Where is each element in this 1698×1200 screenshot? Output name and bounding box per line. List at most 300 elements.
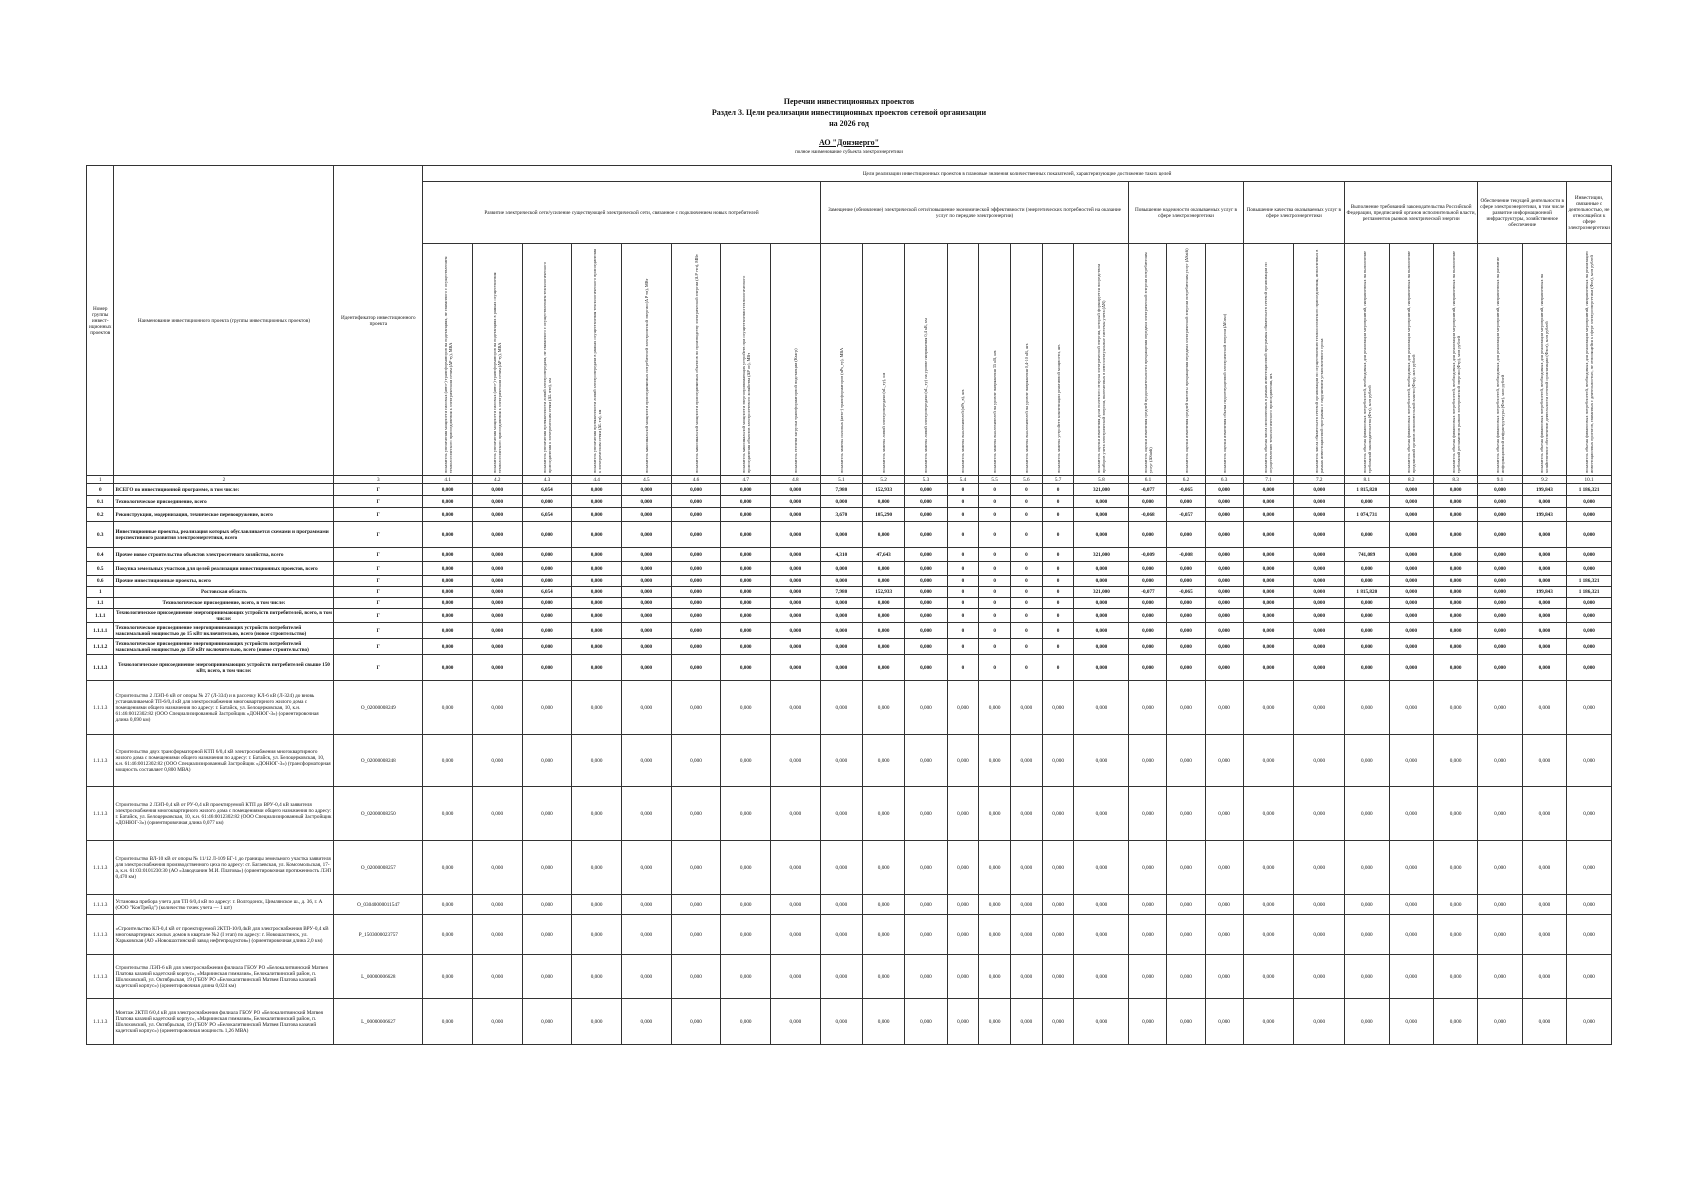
row-value: 0,000 <box>905 681 947 735</box>
row-value: 199,843 <box>1522 508 1566 522</box>
header-project-name: Наименование инвестиционного проекта (группы инвестиционных проектов) <box>114 166 334 476</box>
indicator-label: показатель замены выключателей на уровне напряжения 35 кВ, шт. <box>992 349 998 473</box>
row-value: 0,000 <box>572 655 622 681</box>
row-value: 0,000 <box>1522 548 1566 562</box>
row-value: 0,000 <box>1567 508 1612 522</box>
row-value: 0,000 <box>1205 623 1243 639</box>
row-value: 0,000 <box>947 841 979 895</box>
column-index: 5.7 <box>1042 476 1074 484</box>
table-row <box>87 522 1612 548</box>
row-value: 0,000 <box>1478 681 1522 735</box>
row-project-id: Г <box>334 522 423 548</box>
row-value: 0 <box>1011 522 1043 548</box>
row-value: 0,000 <box>863 915 905 955</box>
row-value: 7,980 <box>820 484 862 496</box>
row-value: 0,000 <box>1129 735 1167 787</box>
row-value: 0 <box>947 484 979 496</box>
row-value: 0,000 <box>820 681 862 735</box>
row-value: 0,000 <box>1243 522 1294 548</box>
row-project-name: Технологическое присоединение энергопринимающих устройств потребителей свыше 150 кВт, всего, в том числе: <box>114 655 334 681</box>
table-row <box>87 681 1612 735</box>
row-project-name: Строительство 2 ЛЭП-0,4 кВ от РУ-0,4 кВ проектируемой КТП до ВРУ-0,4 кВ заявителя электроснабжения многоквартирного жилого дома с помещениями общего назначения по адресу: г. Батайск, ул. Белоцерковская, 10, к.н. 61:46:0012302:82 (ООО Специализированный Застройщик «ДОНЮГ-3») (ориентировочная длина 0,077 км) <box>114 787 334 841</box>
row-value: 0,000 <box>905 999 947 1045</box>
row-value: 0,000 <box>423 576 473 587</box>
row-value: 0,000 <box>820 999 862 1045</box>
row-project-id: O_02000008249 <box>334 681 423 735</box>
row-value: 0,000 <box>721 576 771 587</box>
row-value: 0,000 <box>522 562 572 576</box>
indicator-label: показатель замены линий электропередачи (nL_ту), км <box>881 372 887 473</box>
row-value: 0,000 <box>1243 548 1294 562</box>
header-goal-group: Обеспечение текущей деятельности в сфере электроэнергетики, в том числе развитие информационной инфраструктуры, хозяйственное обеспечение <box>1478 182 1567 244</box>
row-value: 0,000 <box>1433 623 1477 639</box>
row-value: 0,000 <box>522 681 572 735</box>
column-index: 4.2 <box>472 476 522 484</box>
header-indicator <box>1042 244 1074 476</box>
row-value: 0,000 <box>820 598 862 609</box>
header-indicator <box>979 244 1011 476</box>
row-value: 0,000 <box>1294 598 1345 609</box>
row-value: 0,000 <box>1129 522 1167 548</box>
row-value: 0,000 <box>947 895 979 915</box>
row-value: 0,000 <box>1205 735 1243 787</box>
row-value: 0,000 <box>1205 895 1243 915</box>
row-value: 0,000 <box>572 548 622 562</box>
row-value: 0,000 <box>721 484 771 496</box>
row-value: 0,000 <box>979 681 1011 735</box>
row-value: 0,000 <box>1478 598 1522 609</box>
row-value: 0,000 <box>572 955 622 999</box>
row-value: 0,000 <box>1433 841 1477 895</box>
row-value: 0,000 <box>1567 735 1612 787</box>
row-value: 1 815,820 <box>1345 587 1389 598</box>
row-value: 0,000 <box>1074 655 1129 681</box>
row-value: 0,000 <box>721 915 771 955</box>
row-value: -0,065 <box>1167 587 1205 598</box>
indicator-label: показатель увеличения протяженности линий электропередачи, не связанного с осуществлением технологического присоединения к электрическим сетям (ΔL нтп), км <box>541 261 552 473</box>
row-value: 0 <box>979 587 1011 598</box>
column-index: 8.3 <box>1433 476 1477 484</box>
row-value: 0,000 <box>820 562 862 576</box>
row-value: 0,000 <box>820 496 862 508</box>
row-value: 6,054 <box>522 484 572 496</box>
row-value: 0,000 <box>671 508 721 522</box>
row-value: 0 <box>947 655 979 681</box>
row-value: 0,000 <box>1567 895 1612 915</box>
row-value: 0,000 <box>1294 639 1345 655</box>
row-value: 0,000 <box>1129 681 1167 735</box>
row-project-id: Г <box>334 655 423 681</box>
row-value: 0,000 <box>423 915 473 955</box>
row-number: 0.2 <box>87 508 114 522</box>
row-value: 0,000 <box>1074 787 1129 841</box>
row-value: 0,000 <box>1167 681 1205 735</box>
row-value: 0,000 <box>905 955 947 999</box>
column-index: 9.2 <box>1522 476 1566 484</box>
row-value: 0,000 <box>572 999 622 1045</box>
row-number: 1.1.1.3 <box>87 841 114 895</box>
row-value: 0,000 <box>905 609 947 623</box>
column-index: 8.2 <box>1389 476 1433 484</box>
row-value: 0,000 <box>472 548 522 562</box>
row-value: -0,068 <box>1129 508 1167 522</box>
row-value: 0,000 <box>1433 496 1477 508</box>
row-value: 0,000 <box>1389 609 1433 623</box>
row-value: 0,000 <box>522 787 572 841</box>
header-indicator <box>621 244 671 476</box>
header-indicator <box>1567 244 1612 476</box>
row-value: 0,000 <box>423 522 473 548</box>
column-index: 4.3 <box>522 476 572 484</box>
header-indicator <box>771 244 821 476</box>
header-indicator <box>671 244 721 476</box>
row-value: 0,000 <box>979 787 1011 841</box>
row-value: 0 <box>979 655 1011 681</box>
row-value: 0,000 <box>1478 522 1522 548</box>
header-indicator <box>820 244 862 476</box>
column-index: 4.7 <box>721 476 771 484</box>
row-number: 0.3 <box>87 522 114 548</box>
row-value: 0 <box>947 576 979 587</box>
row-value: 0,000 <box>771 576 821 587</box>
row-value: 0,000 <box>771 681 821 735</box>
row-value: 0,000 <box>1522 955 1566 999</box>
row-value: 0,000 <box>572 576 622 587</box>
row-value: 0,000 <box>771 598 821 609</box>
row-value: 0,000 <box>1345 623 1389 639</box>
column-index: 4.6 <box>671 476 721 484</box>
row-value: 0,000 <box>423 609 473 623</box>
row-project-id: Г <box>334 576 423 587</box>
row-value: 0,000 <box>1074 598 1129 609</box>
row-value: 0,000 <box>905 587 947 598</box>
row-project-id: O_02000008248 <box>334 735 423 787</box>
row-value: 0,000 <box>1294 587 1345 598</box>
row-number: 1.1 <box>87 598 114 609</box>
row-value: 0,000 <box>1478 787 1522 841</box>
row-value: 0,000 <box>621 522 671 548</box>
row-value: 0 <box>979 623 1011 639</box>
row-value: 0,000 <box>1345 655 1389 681</box>
column-index: 8.1 <box>1345 476 1389 484</box>
row-value: 0,000 <box>1345 576 1389 587</box>
row-value: 0,000 <box>905 655 947 681</box>
row-value: 0,000 <box>572 484 622 496</box>
row-value: 0,000 <box>1294 787 1345 841</box>
row-value: 0,000 <box>1522 681 1566 735</box>
row-value: 0 <box>1042 548 1074 562</box>
row-value: 0,000 <box>572 508 622 522</box>
row-value: 0,000 <box>472 484 522 496</box>
row-value: 1 186,321 <box>1567 484 1612 496</box>
row-project-id: Г <box>334 484 423 496</box>
header-goal-group: Развитие электрической сети/усиление существующей электрической сети, связанное с подключением новых потребителей <box>423 182 821 244</box>
row-project-name: Установка прибора учета для ТП 6/0,4 кВ по адресу: г. Волгодонск, Цимлянское ш., д. 36, г. А (ООО "КонТрейд") (количество точек учета — 1 шт) <box>114 895 334 915</box>
row-value: 0,000 <box>671 576 721 587</box>
row-value: 0,000 <box>1345 895 1389 915</box>
row-value: 0 <box>1042 522 1074 548</box>
row-value: 0,000 <box>1205 562 1243 576</box>
header-indicator <box>905 244 947 476</box>
column-index: 2 <box>114 476 334 484</box>
row-value: 0,000 <box>1243 496 1294 508</box>
row-value: 0,000 <box>671 562 721 576</box>
row-value: 0,000 <box>721 623 771 639</box>
row-value: 0,000 <box>1294 841 1345 895</box>
row-value: 0,000 <box>423 787 473 841</box>
row-value: 0,000 <box>1243 655 1294 681</box>
row-value: 0,000 <box>905 548 947 562</box>
row-value: 0,000 <box>621 562 671 576</box>
row-value: 0,000 <box>522 955 572 999</box>
row-value: 0,000 <box>1294 484 1345 496</box>
row-value: 0,000 <box>1567 639 1612 655</box>
row-value: 0,000 <box>1389 548 1433 562</box>
row-value: 0,000 <box>621 955 671 999</box>
row-value: 0,000 <box>472 508 522 522</box>
header-indicator <box>1478 244 1522 476</box>
row-value: 0,000 <box>1011 955 1043 999</box>
row-value: 0,000 <box>863 955 905 999</box>
row-value: 0,000 <box>472 562 522 576</box>
row-value: 0,000 <box>1389 999 1433 1045</box>
row-value: 0,000 <box>423 562 473 576</box>
row-value: 0 <box>947 623 979 639</box>
row-value: 0,000 <box>1167 999 1205 1045</box>
row-value: 0,000 <box>1205 955 1243 999</box>
row-value: 0,000 <box>1042 915 1074 955</box>
row-value: 0,000 <box>522 548 572 562</box>
row-value: 0,000 <box>820 915 862 955</box>
row-value: 0,000 <box>423 955 473 999</box>
row-value: 0 <box>1042 609 1074 623</box>
table-row <box>87 841 1612 895</box>
row-value: 0,000 <box>863 841 905 895</box>
row-value: 0,000 <box>1074 841 1129 895</box>
row-value: 0,000 <box>1243 999 1294 1045</box>
column-index: 4.4 <box>572 476 622 484</box>
header-indicator <box>1011 244 1043 476</box>
row-value: 0,000 <box>1478 735 1522 787</box>
row-value: 0,000 <box>771 623 821 639</box>
row-project-id: Г <box>334 623 423 639</box>
row-value: 0,000 <box>1478 562 1522 576</box>
row-value: 0,000 <box>423 548 473 562</box>
row-value: 0,000 <box>1433 787 1477 841</box>
column-index: 4.8 <box>771 476 821 484</box>
row-value: 0,000 <box>1205 655 1243 681</box>
row-value: 0,000 <box>771 787 821 841</box>
row-value: 0,000 <box>1294 548 1345 562</box>
row-value: 0,000 <box>1478 623 1522 639</box>
row-value: 0,000 <box>621 895 671 915</box>
indicator-label: показатель увеличения протяженности линий электропередачи в рамках осуществления технологического присоединения к электрическим сетям (ΔL тп), км <box>591 248 602 473</box>
row-value: 0,000 <box>1042 787 1074 841</box>
row-number: 1.1.1.3 <box>87 735 114 787</box>
row-value: 0,000 <box>1294 609 1345 623</box>
row-value: 0,000 <box>1345 841 1389 895</box>
row-value: 0,000 <box>423 895 473 915</box>
row-value: 0,000 <box>1294 522 1345 548</box>
row-project-name: Технологическое присоединение энергопринимающих устройств потребителей, всего, в том числе: <box>114 609 334 623</box>
row-value: 0,000 <box>572 735 622 787</box>
row-value: 1 186,321 <box>1567 576 1612 587</box>
row-value: 0,000 <box>1389 587 1433 598</box>
row-value: 0,000 <box>771 735 821 787</box>
row-project-id: Г <box>334 609 423 623</box>
row-value: 0,000 <box>1167 915 1205 955</box>
row-value: 0,000 <box>771 999 821 1045</box>
row-value: 0,000 <box>1389 787 1433 841</box>
indicator-label: показатель замены выключателей на уровне напряжения 0,4-10 кВ, шт. <box>1023 342 1029 473</box>
row-value: 0 <box>979 562 1011 576</box>
header-project-id: Идентификатор инвестиционного проекта <box>334 166 423 476</box>
row-project-id: O_02000008257 <box>334 841 423 895</box>
row-value: 0,000 <box>572 562 622 576</box>
row-value: -0,065 <box>1167 484 1205 496</box>
row-value: 0,000 <box>472 915 522 955</box>
row-value: 0,000 <box>947 955 979 999</box>
row-value: 0,000 <box>572 587 622 598</box>
row-value: 0,000 <box>1478 508 1522 522</box>
row-value: 321,000 <box>1074 484 1129 496</box>
indicator-label: показатель степени загрузки трансформаторной подстанции (Кзагр) <box>792 347 798 473</box>
row-number: 1.1.1.3 <box>87 915 114 955</box>
row-value: 0 <box>947 587 979 598</box>
row-value: 0,000 <box>472 623 522 639</box>
row-value: 0,000 <box>1522 841 1566 895</box>
row-value: 0,000 <box>721 496 771 508</box>
row-value: 0,000 <box>820 522 862 548</box>
row-value: 0 <box>1011 598 1043 609</box>
row-value: 0,000 <box>671 655 721 681</box>
row-value: 0,000 <box>472 639 522 655</box>
row-number: 1.1.1.2 <box>87 639 114 655</box>
row-value: 0,000 <box>1167 522 1205 548</box>
row-value: -0,077 <box>1129 587 1167 598</box>
row-value: 0,000 <box>472 576 522 587</box>
row-value: 0,000 <box>721 681 771 735</box>
row-value: 0,000 <box>671 841 721 895</box>
row-value: 0,000 <box>905 915 947 955</box>
row-value: 0,000 <box>721 735 771 787</box>
row-value: -0,008 <box>1167 548 1205 562</box>
indicator-label: показатель оценки изменения доли полезного отпуска электрической энергии, который формируется посредством приборов учета электрической энергии, включенных в интеллектуальные системы учета (ΔΝ) <box>1096 263 1107 473</box>
row-value: 0,000 <box>671 623 721 639</box>
row-value: 0,000 <box>472 735 522 787</box>
row-value: 0,000 <box>1389 735 1433 787</box>
row-value: 0 <box>947 548 979 562</box>
header-indicator <box>947 244 979 476</box>
row-value: 0,000 <box>1433 915 1477 955</box>
row-value: 0 <box>1011 587 1043 598</box>
row-value: 0 <box>947 496 979 508</box>
row-value: 0,000 <box>721 522 771 548</box>
indicator-label: показатель максимальной мощности присоединяемых объектов по производству электрической энергии (Δ Р гтп), МВт <box>693 253 699 473</box>
row-value: 0,000 <box>621 735 671 787</box>
row-value: 0,000 <box>820 655 862 681</box>
row-project-name: Прочие инвестиционные проекты, всего <box>114 576 334 587</box>
row-value: 0,000 <box>863 735 905 787</box>
row-number: 1.1.1.3 <box>87 681 114 735</box>
row-value: 0,000 <box>522 895 572 915</box>
row-value: 0,000 <box>1522 915 1566 955</box>
row-value: 1 186,321 <box>1567 587 1612 598</box>
row-value: 6,054 <box>522 587 572 598</box>
row-value: 0,000 <box>1294 576 1345 587</box>
column-index: 3 <box>334 476 423 484</box>
row-value: 0,000 <box>979 735 1011 787</box>
row-value: 0,000 <box>423 681 473 735</box>
row-value: 0,000 <box>1011 999 1043 1045</box>
row-project-name: Строительство 2 ЛЭП-6 кВ от опоры № 27 (Л-334) и в рассечку КЛ-6 кВ (Л-324) до вновь устанавливаемой ТП-6/0,4 кВ для электроснабжения многоквартирного жилого дома с помещениями общего назначения по адресу: г. Батайск, ул. Белоцерковская, 10, к.н. 61:46:0012302:82 (ООО Специализированный Застройщик «ДОНЮГ-3») (ориентировочная длина 0,690 км) <box>114 681 334 735</box>
row-value: 0,000 <box>820 841 862 895</box>
row-value: 0 <box>1011 562 1043 576</box>
goals-table <box>86 165 1612 1045</box>
row-value: 0,000 <box>1074 609 1129 623</box>
row-project-id: P_1503000023757 <box>334 915 423 955</box>
row-value: 0,000 <box>1074 915 1129 955</box>
row-value: 0,000 <box>1522 895 1566 915</box>
row-value: 0,000 <box>1167 787 1205 841</box>
row-value: 0,000 <box>1522 623 1566 639</box>
column-index: 4.5 <box>621 476 671 484</box>
row-value: 0,000 <box>1345 999 1389 1045</box>
row-value: 0,000 <box>1243 587 1294 598</box>
row-value: 0,000 <box>1243 598 1294 609</box>
indicator-label: показатель замены силовых (авто-) трансформаторов (nPs_ту), МВА <box>838 347 844 473</box>
row-value: 0,000 <box>771 895 821 915</box>
row-value: 0,000 <box>771 484 821 496</box>
row-value: 0,000 <box>621 787 671 841</box>
row-value: 0,000 <box>423 639 473 655</box>
row-value: 0,000 <box>671 587 721 598</box>
row-value: 0,000 <box>1389 598 1433 609</box>
row-value: 0,000 <box>1167 735 1205 787</box>
row-value: 0,000 <box>1433 548 1477 562</box>
indicator-label: показатель объема финансовых потребностей, необходимых для реализации мероприятий, направленных на выполнение требований регламентов рынков электрической энергии (Фтр), млн рублей <box>1450 250 1461 473</box>
row-value: 0,000 <box>572 841 622 895</box>
table-row <box>87 508 1612 522</box>
row-value: 0,000 <box>771 522 821 548</box>
row-project-id: Г <box>334 587 423 598</box>
row-value: 0,000 <box>1205 787 1243 841</box>
row-project-name: Монтаж 2КТП 6/0,4 кВ для электроснабжения филиала ГБОУ РО «Белокалитвинский Матвея Платова казачий кадетский корпус», «Мариинская гимназия», Белокалитвинский район, п. Шолоховский, ул. Октябрьская, 19 (ГБОУ РО «Белокалитвинский Матвея Платова казачий кадетский корпус») (ориентировочная мощность 1,26 МВА) <box>114 999 334 1045</box>
row-value: 0,000 <box>1129 639 1167 655</box>
row-value: 0,000 <box>721 598 771 609</box>
row-value: 0,000 <box>572 681 622 735</box>
row-value: 0,000 <box>1567 681 1612 735</box>
row-value: 0,000 <box>771 508 821 522</box>
column-index: 5.2 <box>863 476 905 484</box>
row-value: 0,000 <box>572 598 622 609</box>
row-value: 0,000 <box>1567 841 1612 895</box>
header-indicator <box>423 244 473 476</box>
row-value: 0,000 <box>1243 841 1294 895</box>
row-value: 199,843 <box>1522 587 1566 598</box>
indicator-label: показатель оценки изменения средней частоты прекращения передачи электрической энергии потребителям услуг (ΔSaifi) <box>1183 247 1189 473</box>
row-value: 0,000 <box>1243 895 1294 915</box>
row-value: 0,000 <box>472 655 522 681</box>
row-value: 0,000 <box>1243 508 1294 522</box>
row-value: 0,000 <box>522 576 572 587</box>
row-value: 0,000 <box>621 587 671 598</box>
row-value: 0,000 <box>1294 999 1345 1045</box>
row-value: 0,000 <box>1567 655 1612 681</box>
header-indicator <box>522 244 572 476</box>
row-value: 0,000 <box>721 999 771 1045</box>
row-value: 0 <box>947 598 979 609</box>
